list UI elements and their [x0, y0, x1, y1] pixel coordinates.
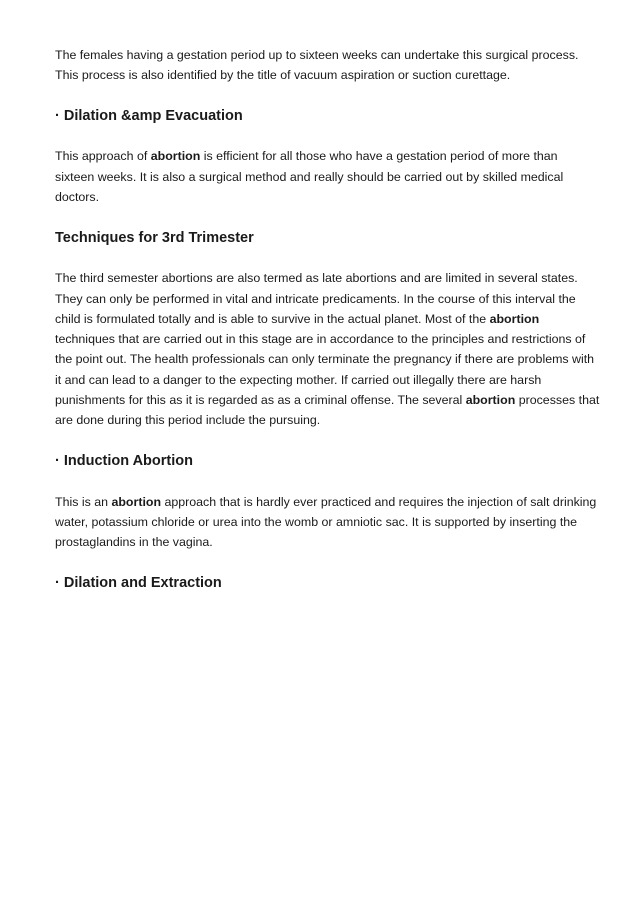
document-page [55, 45, 600, 613]
text-run: The females having a gestation period up to sixteen weeks can undertake this surgical process. This process is also identified by the title of vacuum aspiration or suction curettage. [55, 48, 579, 83]
text-run: processes that are done during this period include the pursuing. [55, 393, 600, 428]
text-run: is efficient for all those who have a gestation period of more than sixteen weeks. It is also a surgical method and really should be carried out by skilled medical doctors. [55, 149, 564, 205]
third-trimester-paragraph [55, 268, 600, 430]
heading-dilation-extraction [55, 573, 600, 593]
text-run: This approach of [55, 149, 151, 164]
text-run: · Induction Abortion [55, 452, 193, 469]
text-run: approach that is hardly ever practiced and requires the injection of salt drinking water, potassium chloride or urea into the womb or amniotic sac. It is supported by inserting the prostaglandins in the vagina. [55, 494, 597, 550]
text-run: Techniques for 3rd Trimester [55, 229, 254, 246]
keyword-abortion: abortion [111, 494, 162, 509]
keyword-abortion: abortion [489, 311, 540, 326]
intro-paragraph [55, 45, 600, 86]
heading-induction-abortion [55, 451, 600, 471]
text-run: · Dilation and Extraction [55, 574, 222, 591]
text-run: · Dilation &amp Evacuation [55, 107, 243, 124]
keyword-abortion: abortion [150, 149, 201, 164]
induction-abortion-paragraph [55, 492, 600, 553]
dilation-evacuation-paragraph [55, 146, 600, 207]
heading-techniques-3rd-trimester [55, 228, 600, 248]
heading-dilation-evacuation [55, 106, 600, 126]
keyword-abortion: abortion [465, 393, 516, 408]
text-run: This is an [55, 494, 112, 509]
text-run: The third semester abortions are also termed as late abortions and are limited in several states. They can only be performed in vital and intricate predicaments. In the course of this interval the child is formulated totally and is able to survive in the actual planet. Most of the [55, 271, 578, 326]
text-run: techniques that are carried out in this stage are in accordance to the principles and restrictions of the point out. The health professionals can only terminate the pregnancy if there are problems with it and can lead to a danger to the expecting mother. If carried out illegally there are harsh punishments for this as it is regarded as as a criminal offense. The several [55, 332, 595, 408]
